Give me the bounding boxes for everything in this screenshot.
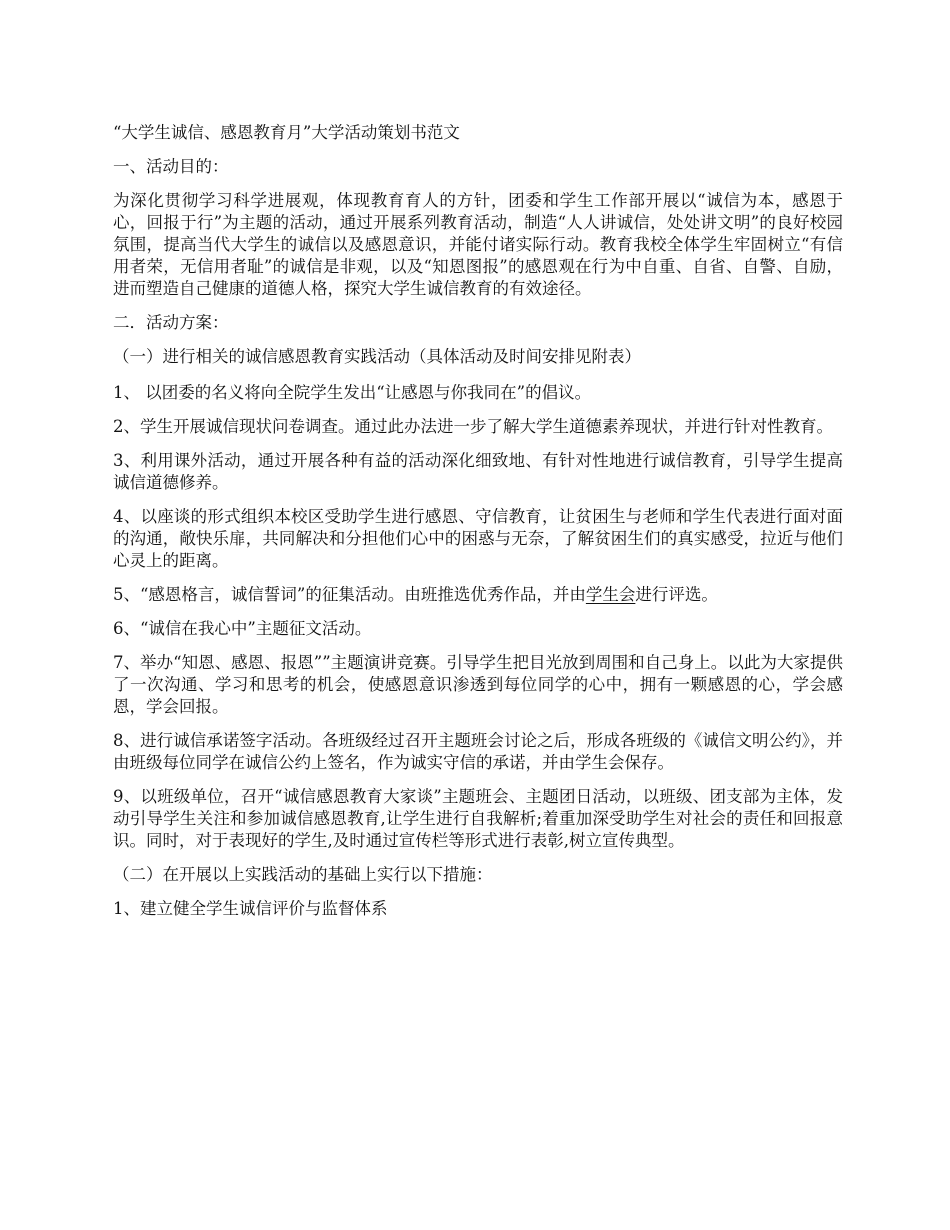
- list-item-text: 5、“感恩格言，诚信誓词”的征集活动。由班推选优秀作品，并由: [113, 585, 586, 604]
- section-heading-purpose: 一、活动目的：: [113, 157, 229, 176]
- document-page: [113, 122, 843, 932]
- list-item: 7、举办“知恩、感恩、报恩””主题演讲竞赛。引导学生把目光放到周围和自己身上。以此为大家提供了一次沟通、学习和思考的机会，使感恩意识渗透到每位同学的心中，拥有一颗感恩的心，学会感恩，学会回报。: [113, 653, 843, 716]
- purpose-paragraph: 为深化贯彻学习科学进展观，体现教育育人的方针，团委和学生工作部开展以“诚信为本，感恩于心，回报于行”为主题的活动，通过开展系列教育活动，制造“人人讲诚信，处处讲文明”的良好校园氛围，提高当代大学生的诚信以及感恩意识，并能付诸实际行动。教育我校全体学生牢固树立“有信用者荣，无信用者耻”的诚信是非观，以及“知恩图报”的感恩观在行为中自重、自省、自警、自励，进而塑造自己健康的道德人格，探究大学生诚信教育的有效途径。: [113, 191, 843, 298]
- list-item: 6、“诚信在我心中”主题征文活动。: [113, 619, 372, 638]
- list-item-text: 进行评选。: [635, 585, 718, 604]
- list-item: 3、利用课外活动，通过开展各种有益的活动深化细致地、有针对性地进行诚信教育，引导学生提高诚信道德修养。: [113, 451, 843, 492]
- list-item: [113, 584, 843, 606]
- subsection-heading-practice: （一）进行相关的诚信感恩教育实践活动（具体活动及时间安排见附表）: [113, 347, 641, 366]
- list-item: 8、进行诚信承诺签字活动。各班级经过召开主题班会讨论之后，形成各班级的《诚信文明公约》，并由班级每位同学在诚信公约上签名，作为诚实守信的承诺，并由学生会保存。: [113, 731, 843, 772]
- list-item: 1、 以团委的名义将向全院学生发出“让感恩与你我同在”的倡议。: [113, 383, 592, 402]
- list-item: 2、学生开展诚信现状问卷调查。通过此办法进一步了解大学生道德素养现状，并进行针对性教育。: [113, 417, 833, 436]
- list-item: 1、建立健全学生诚信评价与监督体系: [113, 899, 388, 918]
- section-heading-plan: 二．活动方案：: [113, 313, 229, 332]
- student-union-link[interactable]: 学生会: [585, 585, 636, 604]
- list-item: 9、以班级单位，召开“诚信感恩教育大家谈”主题班会、主题团日活动，以班级、团支部为主体，发动引导学生关注和参加诚信感恩教育,让学生进行自我解析;着重加深受助学生对社会的责任和回报意识。同时，对于表现好的学生,及时通过宣传栏等形式进行表彰,树立宣传典型。: [113, 787, 843, 850]
- document-title: “大学生诚信、感恩教育月”大学活动策划书范文: [113, 123, 460, 142]
- subsection-heading-measures: （二）在开展以上实践活动的基础上实行以下措施：: [113, 865, 493, 884]
- list-item: 4、以座谈的形式组织本校区受助学生进行感恩、守信教育，让贫困生与老师和学生代表进行面对面的沟通，敞快乐扉，共同解决和分担他们心中的困惑与无奈，了解贫困生们的真实感受，拉近与他们心灵上的距离。: [113, 507, 843, 570]
